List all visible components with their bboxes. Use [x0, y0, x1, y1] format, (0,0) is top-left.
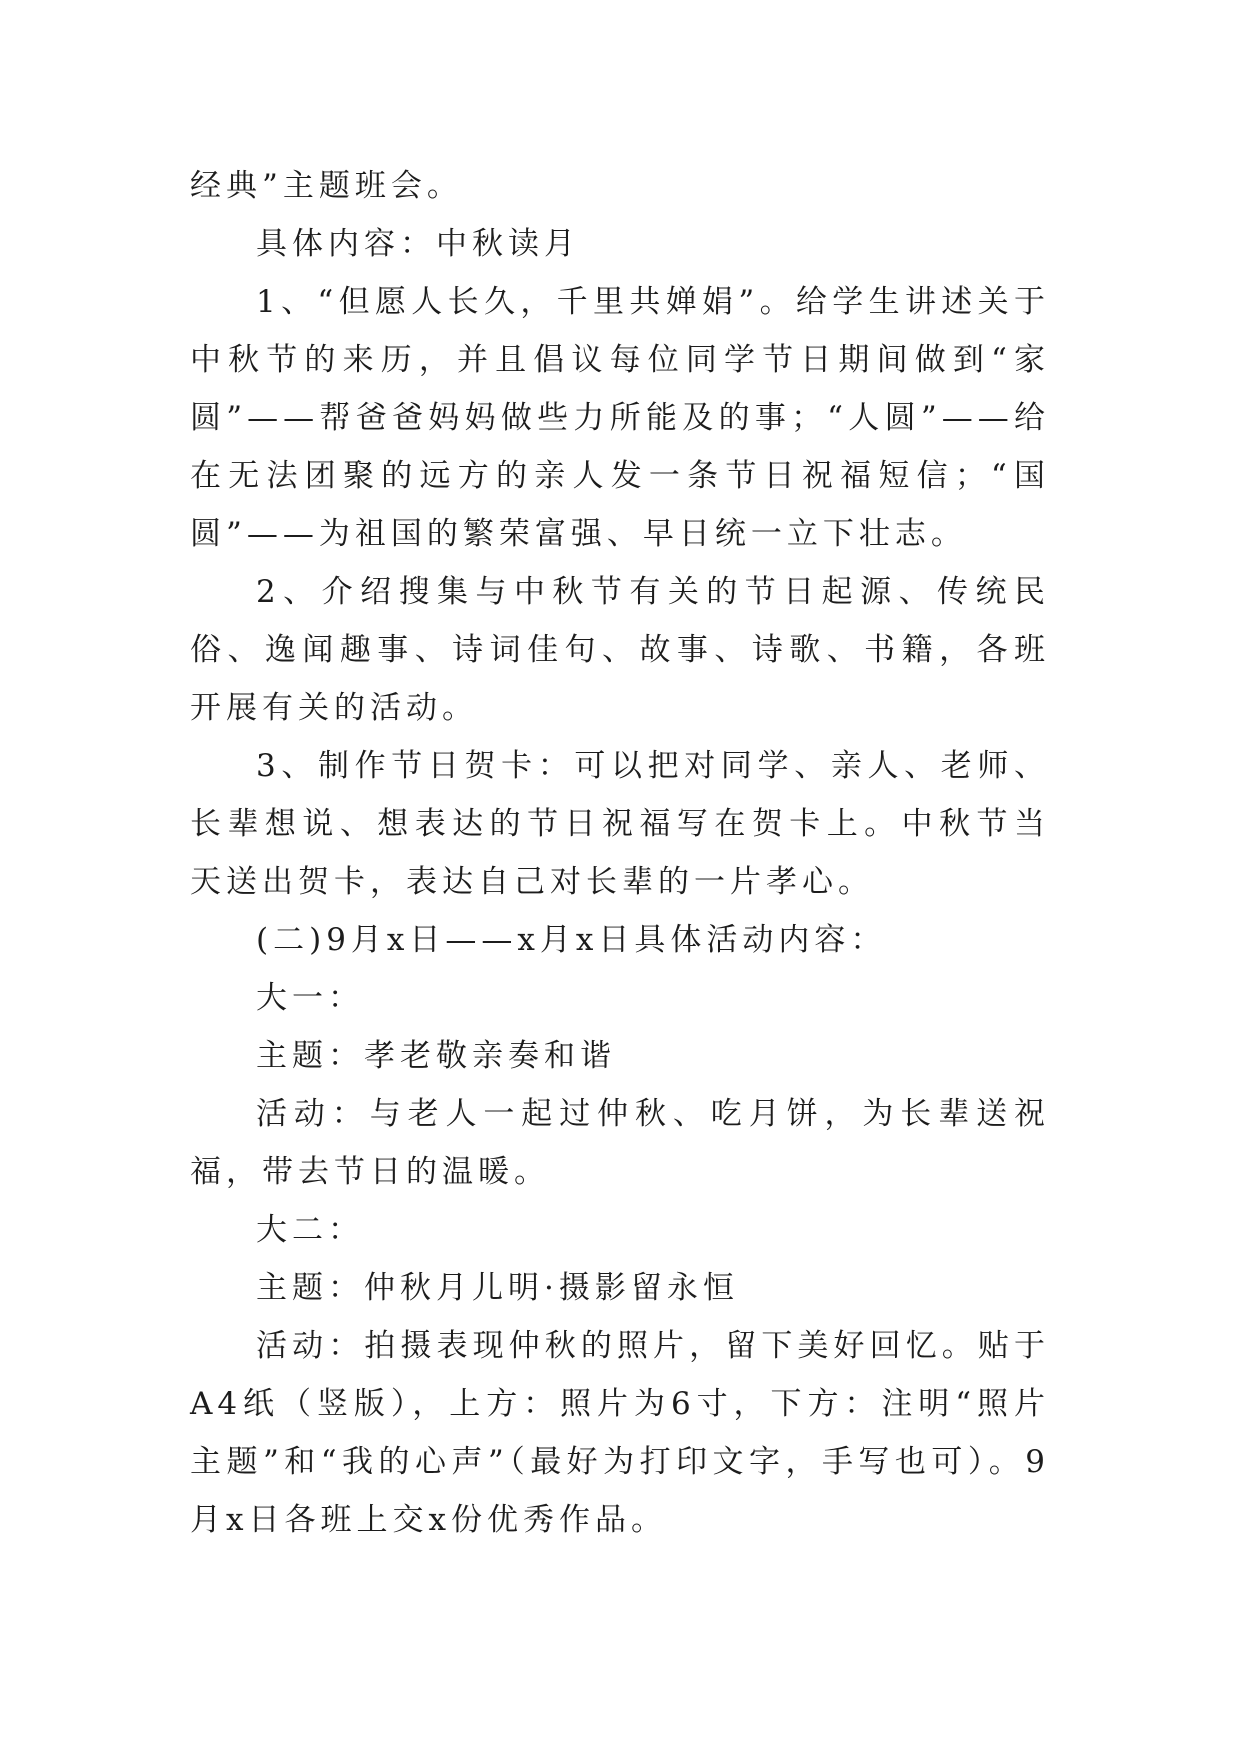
- document-body: [190, 157, 1050, 1549]
- paragraph-grade-1-theme: 主题：孝老敬亲奏和谐: [256, 1038, 616, 1074]
- paragraph-grade-2-label: 大二：: [256, 1212, 364, 1248]
- paragraph-grade-2-activity: 活动：拍摄表现仲秋的照片，留下美好回忆。贴于A4纸（竖版），上方：照片为6寸，下方：注明“照片主题”和“我的心声”（最好为打印文字，手写也可）。9月x日各班上交x份优秀作品。: [190, 1328, 1050, 1538]
- paragraph-item-2: 2、介绍搜集与中秋节有关的节日起源、传统民俗、逸闻趣事、诗词佳句、故事、诗歌、书籍，各班开展有关的活动。: [190, 574, 1050, 726]
- paragraph-grade-1-label: 大一：: [256, 980, 364, 1016]
- paragraph-grade-1-activity: 活动：与老人一起过仲秋、吃月饼，为长辈送祝福，带去节日的温暖。: [190, 1096, 1050, 1190]
- paragraph-continuation: 经典”主题班会。: [190, 168, 463, 204]
- paragraph-item-3: 3、制作节日贺卡：可以把对同学、亲人、老师、长辈想说、想表达的节日祝福写在贺卡上。中秋节当天送出贺卡，表达自己对长辈的一片孝心。: [190, 748, 1050, 900]
- paragraph-grade-2-theme: 主题：仲秋月儿明·摄影留永恒: [256, 1270, 739, 1306]
- paragraph-item-1: 1、“但愿人长久，千里共婵娟”。给学生讲述关于中秋节的来历，并且倡议每位同学节日期间做到“家圆”——帮爸爸妈妈做些力所能及的事；“人圆”——给在无法团聚的远方的亲人发一条节日祝福短信；“国圆”——为祖国的繁荣富强、早日统一立下壮志。: [190, 284, 1050, 552]
- paragraph-section-2-heading: (二)9月x日——x月x日具体活动内容：: [256, 922, 887, 958]
- paragraph-content-heading: 具体内容：中秋读月: [256, 226, 580, 262]
